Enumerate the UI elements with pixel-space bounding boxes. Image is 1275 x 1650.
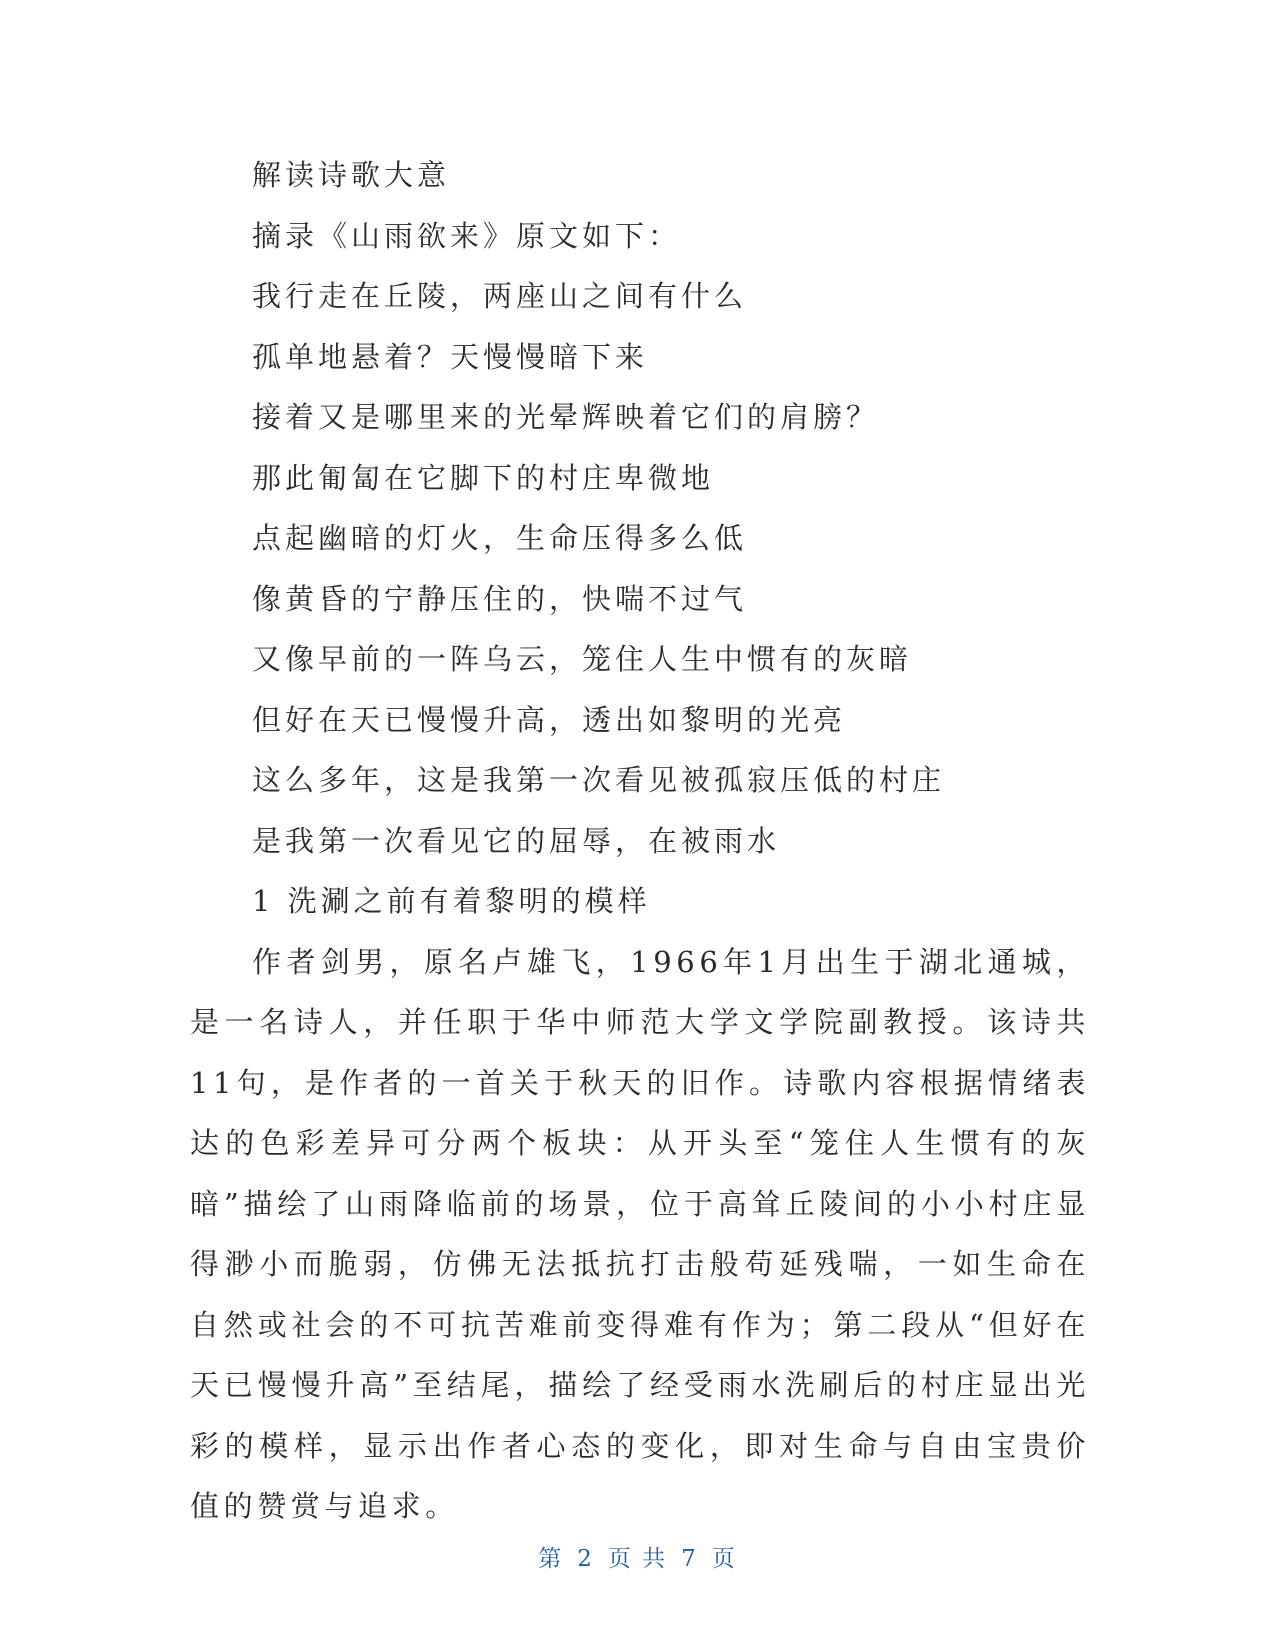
analysis-paragraph: 作者剑男，原名卢雄飞，1966年1月出生于湖北通城，是一名诗人，并任职于华中师范大学文学院副教授。该诗共11句，是作者的一首关于秋天的旧作。诗歌内容根据情绪表达的色彩差异可分两个板块：从开头至“笼住人生惯有的灰暗”描绘了山雨降临前的场景，位于高耸丘陵间的小小村庄显得渺小而脆弱，仿佛无法抵抗打击般苟延残喘，一如生命在自然或社会的不可抗苦难前变得难有作为；第二段从“但好在天已慢慢升高”至结尾，描绘了经受雨水洗刷后的村庄显出光彩的模样，显示出作者心态的变化，即对生命与自由宝贵价值的赞赏与追求。 [190, 944, 1090, 1523]
footer-page-prefix: 第 [538, 1546, 564, 1572]
poem-line: 是我第一次看见它的屈辱，在被雨水 [252, 823, 781, 858]
poem-line: 又像早前的一阵乌云，笼住人生中惯有的灰暗 [252, 642, 913, 676]
poem-line: 点起幽暗的灯火，生命压得多么低 [252, 521, 748, 555]
section-title: 解读诗歌大意 [252, 158, 451, 192]
page-footer [0, 1540, 1275, 1573]
poem-line: 那此匍匐在它脚下的村庄卑微地 [252, 460, 715, 495]
footer-page-mid: 页 共 [607, 1546, 668, 1572]
footer-current-page: 2 [577, 1546, 594, 1572]
poem-line: 这么多年，这是我第一次看见被孤寂压低的村庄 [252, 763, 946, 797]
poem-line: 像黄昏的宁静压住的，快喘不过气 [252, 581, 748, 616]
excerpt-intro: 摘录《山雨欲来》原文如下： [252, 218, 682, 253]
poem-block [190, 266, 1090, 932]
poem-line: 但好在天已慢慢升高，透出如黎明的光亮 [252, 702, 847, 737]
footer-page-suffix: 页 [711, 1546, 737, 1572]
poem-line: 接着又是哪里来的光晕辉映着它们的肩膀？ [252, 400, 880, 434]
poem-line: 1 洗涮之前有着黎明的模样 [252, 884, 651, 918]
poem-line: 我行走在丘陵，两座山之间有什么 [252, 279, 748, 313]
footer-total-pages: 7 [681, 1546, 698, 1572]
poem-line: 孤单地悬着？天慢慢暗下来 [252, 339, 649, 374]
document-body [190, 145, 1090, 1537]
